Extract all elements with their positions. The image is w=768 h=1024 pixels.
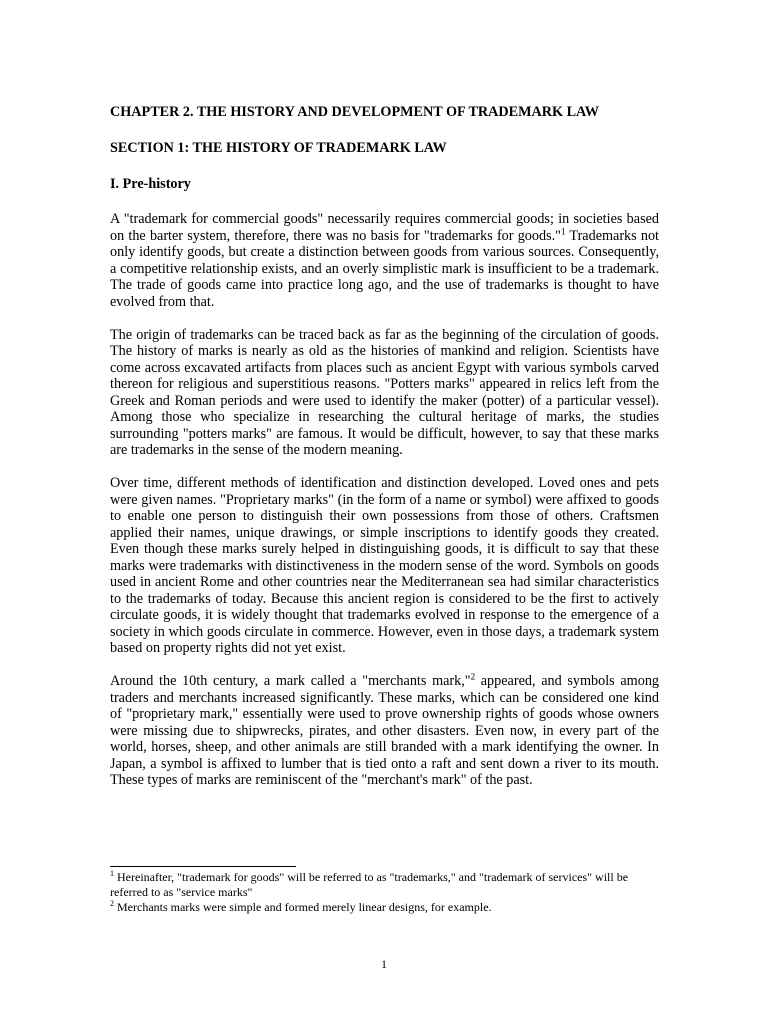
footnote-2-number: 2	[110, 899, 114, 908]
footnote-2-text: Merchants marks were simple and formed merely linear designs, for example.	[114, 900, 492, 914]
paragraph-1-text-b: Trademarks not only identify goods, but create a distinction between goods from various sources. Consequently, a competitive relationship exists, and an overly simplistic mark is insufficient to be a trademark. The trade of goods came into practice long ago, and the use of trademarks is thought to have evolved from that.	[110, 227, 659, 310]
paragraph-4	[110, 673, 659, 789]
footnote-1-number: 1	[110, 869, 114, 878]
paragraph-3: Over time, different methods of identification and distinction developed. Loved ones and pets were given names. "Proprietary marks" (in the form of a name or symbol) were affixed to goods to enable one person to distinguish their own possessions from those of others. Craftsmen applied their names, unique drawings, or simple inscriptions to identify goods they created. Even though these marks surely helped in distinguishing goods, it is difficult to say that these marks were trademarks with distinctiveness in the modern sense of the word. Symbols on goods used in ancient Rome and other countries near the Mediterranean sea had similar characteristics to the trademarks of today. Because this ancient region is considered to be the first to actively circulate goods, it is widely thought that trademarks evolved in response to the emergence of a society in which goods circulate in commerce. However, even in those days, a trademark system based on property rights did not yet exist.	[110, 475, 659, 656]
paragraph-4-text-a: Around the 10th century, a mark called a "merchants mark,"	[110, 673, 471, 689]
footnote-divider	[110, 866, 296, 867]
footnote-1	[110, 870, 659, 900]
document-page	[110, 103, 659, 805]
footnote-reference-1: 1	[560, 225, 566, 236]
paragraph-1-text-a: A "trademark for commercial goods" necessarily requires commercial goods; in societies based on the barter system, therefore, there was no basis for "trademarks for goods."	[110, 211, 659, 244]
paragraph-2: The origin of trademarks can be traced back as far as the beginning of the circulation of goods. The history of marks is nearly as old as the histories of mankind and religion. Scientists have come across excavated artifacts from places such as ancient Egypt with various symbols carved thereon for religious and superstitious reasons. "Potters marks" appeared in relics left from the Greek and Roman periods and were used to identify the maker (potter) of a particular vessel). Among those who specialize in researching the cultural heritage of marks, the studies surrounding "potters marks" are famous. It would be difficult, however, to say that these marks are trademarks in the sense of the modern meaning.	[110, 326, 659, 458]
chapter-title: CHAPTER 2. THE HISTORY AND DEVELOPMENT OF TRADEMARK LAW	[110, 104, 599, 120]
paragraph-4-text-b: appeared, and symbols among traders and merchants increased significantly. These marks, which can be considered one kind of "proprietary mark," essentially were used to prove ownership rights of goods whose owners were missing due to shipwrecks, pirates, and other disasters. Even now, in every part of the world, horses, sheep, and other animals are still branded with a mark identifying the owner. In Japan, a symbol is affixed to lumber that is tied onto a raft and sent down a river to its mouth. These types of marks are reminiscent of the "merchant's mark" of the past.	[110, 673, 660, 788]
paragraph-1	[110, 211, 659, 310]
footnote-2	[110, 900, 659, 915]
footnotes-section	[110, 866, 659, 915]
footnote-reference-2: 2	[470, 671, 476, 682]
section-title: SECTION 1: THE HISTORY OF TRADEMARK LAW	[110, 140, 447, 156]
subsection-title: I. Pre-history	[110, 176, 191, 192]
footnote-1-text: Hereinafter, "trademark for goods" will be referred to as "trademarks," and "trademark of services" will be referred to as "service marks"	[110, 870, 629, 899]
page-number: 1	[381, 957, 387, 971]
